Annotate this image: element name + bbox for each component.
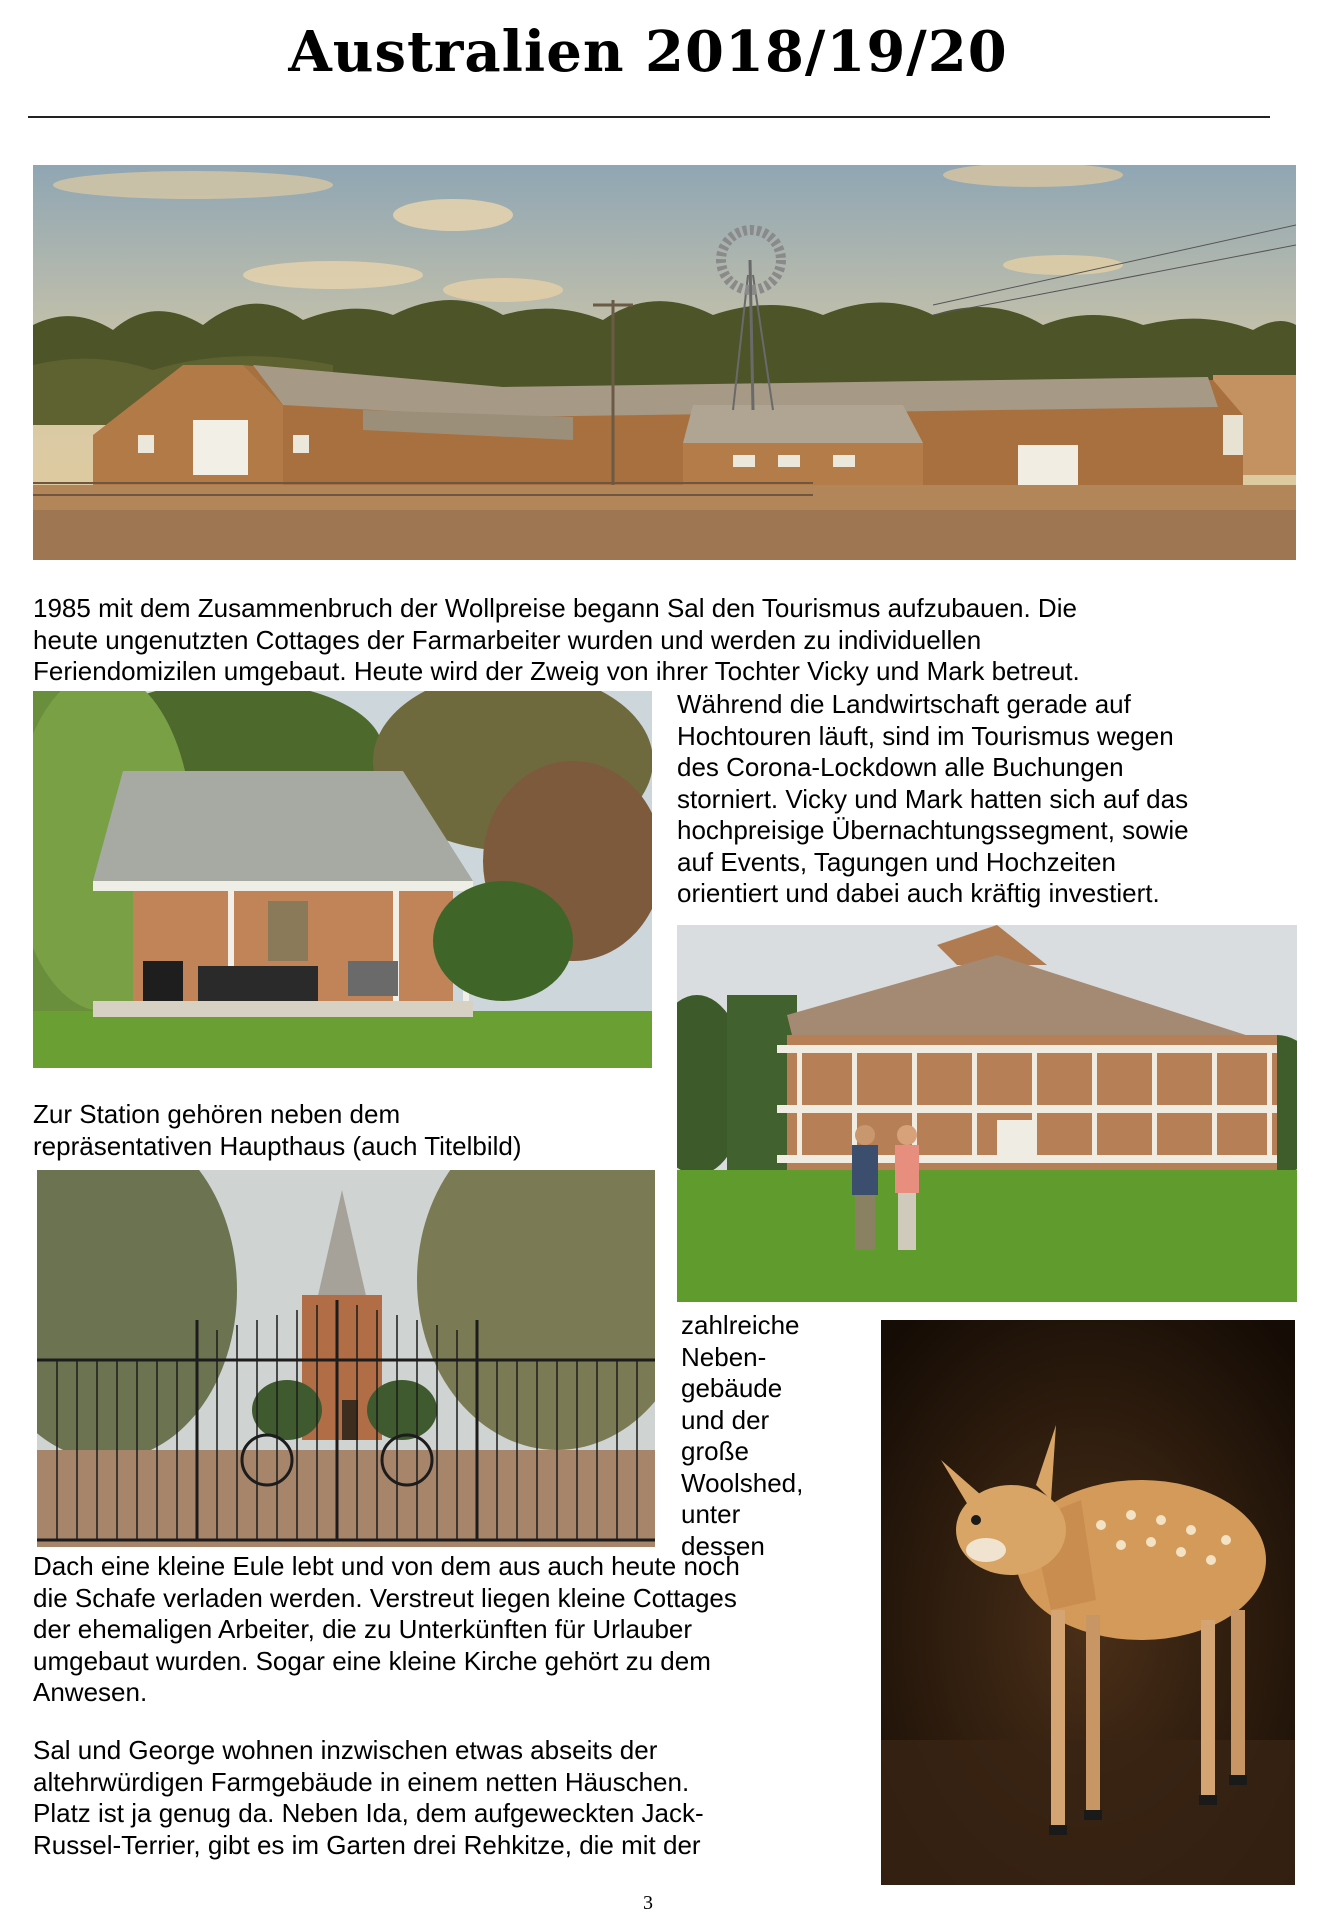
cottage-veranda-photo xyxy=(33,691,652,1068)
intro-paragraph: 1985 mit dem Zusammenbruch der Wollpreise begann Sal den Tourismus aufzubauen. Die heute ungenutzten Cottages der Farmarbeiter wurden und werden zu individuellen Feriendomizilen umgebaut. Heute wird der Zweig von ihrer Tochter Vicky und Mark betreut. xyxy=(33,593,1080,686)
homestead-couple-photo xyxy=(677,925,1297,1302)
buildings-paragraph: zahlreiche Neben- gebäude und der große Woolshed, unter dessen xyxy=(681,1310,804,1561)
chapel-gate-photo xyxy=(37,1170,655,1547)
fawn-photo xyxy=(881,1320,1295,1885)
woolshed-panorama-photo xyxy=(33,165,1296,560)
title-divider xyxy=(28,116,1270,118)
owl-paragraph: Dach eine kleine Eule lebt und von dem aus auch heute noch die Schafe verladen werden. Verstreut liegen kleine Cottages der ehemaligen Arbeiter, die zu Unterkünften für Urlauber umgebaut wurden. Sogar eine kleine Kirche gehört zu dem Anwesen. xyxy=(33,1551,740,1707)
station-paragraph: Zur Station gehören neben dem repräsentativen Haupthaus (auch Titelbild) xyxy=(33,1099,522,1161)
page-number: 3 xyxy=(643,1892,653,1914)
page-title: Australien 2018/19/20 xyxy=(288,19,1008,85)
tourism-paragraph: Während die Landwirtschaft gerade auf Hochtouren läuft, sind im Tourismus wegen des Corona-Lockdown alle Buchungen storniert. Vicky und Mark hatten sich auf das hochpreisige Übernachtungssegment, sowie auf Events, Tagungen und Hochzeiten orientiert und dabei auch kräftig investiert. xyxy=(677,689,1189,908)
home-paragraph: Sal und George wohnen inzwischen etwas abseits der altehrwürdigen Farmgebäude in einem netten Häuschen. Platz ist ja genug da. Neben Ida, dem aufgeweckten Jack- Russel-Terrier, gibt es im Garten drei Rehkitze, die mit der xyxy=(33,1735,704,1860)
